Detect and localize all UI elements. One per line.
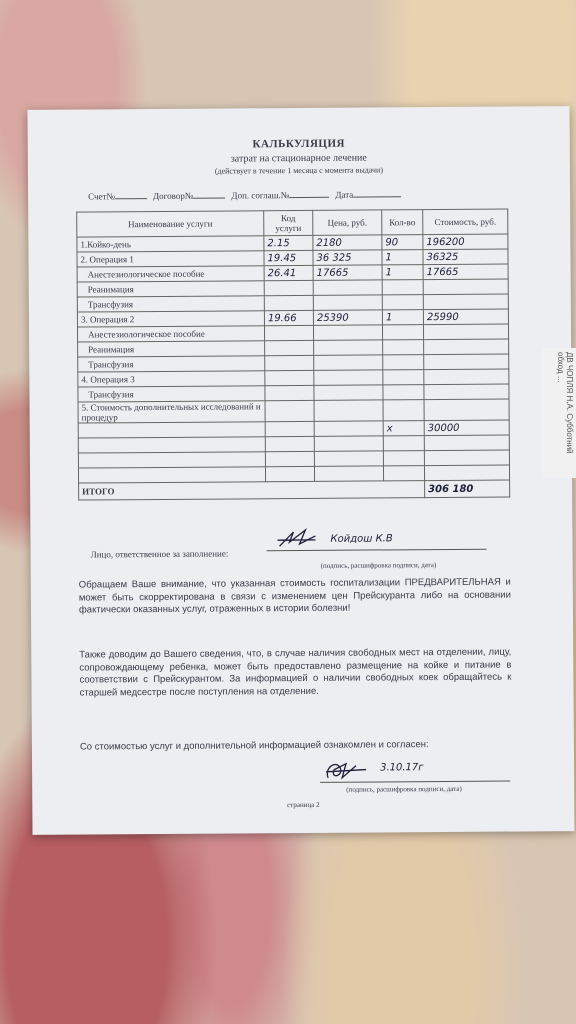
- cell-qty: [383, 451, 424, 466]
- cell-code: [265, 385, 314, 400]
- cell-name: Анестезиологическое пособие: [77, 326, 264, 342]
- header-qty: Кол-во: [382, 210, 423, 235]
- cell-price: [314, 400, 383, 421]
- cell-cost: [423, 279, 508, 295]
- cell-code: [265, 340, 314, 355]
- cell-code: 19.66: [264, 310, 313, 325]
- cell-price: [314, 370, 383, 385]
- cell-qty: 1: [382, 250, 423, 265]
- document-title: КАЛЬКУЛЯЦИЯ: [252, 137, 345, 151]
- cell-code: [265, 370, 314, 385]
- cell-cost: [423, 324, 508, 340]
- header-code: Код услуги: [264, 210, 313, 235]
- cell-qty: [383, 340, 424, 355]
- cell-qty: [383, 436, 424, 451]
- cell-code: [265, 466, 314, 481]
- cell-cost: 17665: [423, 264, 508, 280]
- side-paper-note: ДВ ЧОПЛЯ Н.А. Субботний обход ...: [542, 348, 576, 478]
- cell-qty: [383, 400, 424, 421]
- cell-cost: 196200: [423, 234, 508, 250]
- sign-line: [320, 781, 510, 783]
- cell-price: 2180: [313, 235, 382, 250]
- responsible-name: Койдош К.В: [330, 533, 393, 545]
- cell-cost: [423, 294, 508, 310]
- agreement-field: Доп. соглаш.№: [231, 190, 329, 201]
- cell-name: Трансфузия: [77, 296, 264, 312]
- cell-cost: [424, 450, 509, 466]
- cell-price: [314, 385, 383, 400]
- cell-name: 5. Стоимость дополнительных исследований и процедур: [78, 401, 265, 423]
- cell-price: [314, 451, 383, 466]
- calculation-table: [76, 209, 510, 501]
- sign-date: 3.10.17г: [380, 762, 424, 774]
- table-header-row: [77, 209, 508, 237]
- responsible-signature: [275, 526, 321, 554]
- patient-signature: [322, 758, 372, 784]
- cell-code: [264, 325, 313, 340]
- paragraph-preliminary: Обращаем Ваше внимание, что указанная стоимость госпитализации ПРЕДВАРИТЕЛЬНАЯ и может быть скорректирована в связи с изменением цен Прейскуранта либо на основании фактически оказанных услуг, отраженных в истории болезни!: [78, 576, 511, 616]
- cell-price: [313, 295, 382, 310]
- cell-code: [265, 451, 314, 466]
- cell-cost: [424, 399, 509, 421]
- header-cost: Стоимость, руб.: [423, 209, 508, 235]
- cell-name: Трансфузия: [78, 386, 265, 402]
- cell-name: Анестезиологическое пособие: [77, 266, 264, 282]
- total-row: [79, 480, 510, 500]
- document-subtitle: затрат на стационарное лечение: [230, 152, 367, 165]
- cell-qty: 1: [382, 265, 423, 280]
- cell-cost: [424, 339, 509, 355]
- cell-code: [264, 280, 313, 295]
- cell-name: [78, 437, 265, 453]
- cell-qty: [383, 466, 424, 481]
- cell-price: [313, 325, 382, 340]
- cell-code: [265, 400, 314, 421]
- document-page: [27, 106, 574, 835]
- cell-price: [314, 466, 383, 481]
- cell-name: 2. Операция 1: [77, 251, 264, 267]
- cell-price: 25390: [313, 310, 382, 325]
- paragraph-accommodation: Также доводим до Вашего сведения, что, в случае наличия свободных мест на отделении, лицу, сопровождающему ребенка, может быть предоставлено размещение на койке и питание в соответствии с Прейскурантом. За информацией о наличии свободных коек обращайтесь к старшей медсестре после поступления на отделение.: [79, 646, 512, 699]
- cell-price: 36 325: [313, 250, 382, 265]
- cell-code: [265, 421, 314, 436]
- date-field: Дата: [335, 189, 401, 199]
- cell-price: [313, 280, 382, 295]
- paragraph-consent: Со стоимостью услуг и дополнительной информацией ознакомлен и согласен:: [79, 739, 429, 753]
- cell-price: 17665: [313, 265, 382, 280]
- cell-code: 19.45: [264, 250, 313, 265]
- cell-cost: [424, 354, 509, 370]
- cell-name: Реанимация: [77, 281, 264, 297]
- cell-qty: 90: [382, 235, 423, 250]
- total-value: 306 180: [425, 480, 510, 498]
- cell-cost: [424, 465, 509, 481]
- responsible-caption: (подпись, расшифровка подписи, дата): [320, 561, 437, 570]
- cell-price: [314, 436, 383, 451]
- cell-code: [265, 436, 314, 451]
- cell-qty: [382, 325, 423, 340]
- cell-name: [78, 452, 265, 468]
- cell-code: 26.41: [264, 265, 313, 280]
- total-label: ИТОГО: [79, 481, 425, 500]
- cell-qty: [383, 385, 424, 400]
- sign-caption: (подпись, расшифровка подписи, дата): [346, 784, 462, 794]
- cell-qty: [383, 370, 424, 385]
- cell-cost: [424, 384, 509, 400]
- validity-note: (действует в течение 1 месяца с момента выдачи): [214, 165, 384, 176]
- cell-qty: [382, 295, 423, 310]
- contract-field: Договор№: [153, 191, 225, 202]
- cell-qty: 1: [382, 310, 423, 325]
- page-number: страница 2: [287, 800, 320, 810]
- cell-code: 2.15: [264, 235, 313, 250]
- cell-qty: x: [383, 421, 424, 436]
- cell-name: [78, 467, 265, 483]
- table-row: [78, 399, 509, 423]
- cell-code: [265, 355, 314, 370]
- invoice-field: Счет№: [88, 191, 147, 201]
- header-price: Цена, руб.: [313, 210, 382, 235]
- cell-code: [264, 295, 313, 310]
- cell-cost: 30000: [424, 420, 509, 436]
- cell-cost: [424, 435, 509, 451]
- cell-name: Трансфузия: [78, 356, 265, 372]
- cell-cost: [424, 369, 509, 385]
- cell-price: [314, 421, 383, 436]
- cell-name: 1.Койко-день: [77, 236, 264, 252]
- responsible-label: Лицо, ответственное за заполнение:: [90, 548, 229, 560]
- cell-cost: 25990: [423, 309, 508, 325]
- cell-qty: [382, 280, 423, 295]
- cell-name: 3. Операция 2: [77, 311, 264, 327]
- cell-qty: [383, 355, 424, 370]
- cell-name: Реанимация: [78, 341, 265, 357]
- header-fields: [88, 188, 518, 201]
- cell-price: [314, 355, 383, 370]
- cell-name: 4. Операция 3: [78, 371, 265, 387]
- cell-cost: 36325: [423, 249, 508, 265]
- cell-price: [314, 340, 383, 355]
- cell-name: [78, 422, 265, 438]
- header-service: Наименование услуги: [77, 211, 264, 237]
